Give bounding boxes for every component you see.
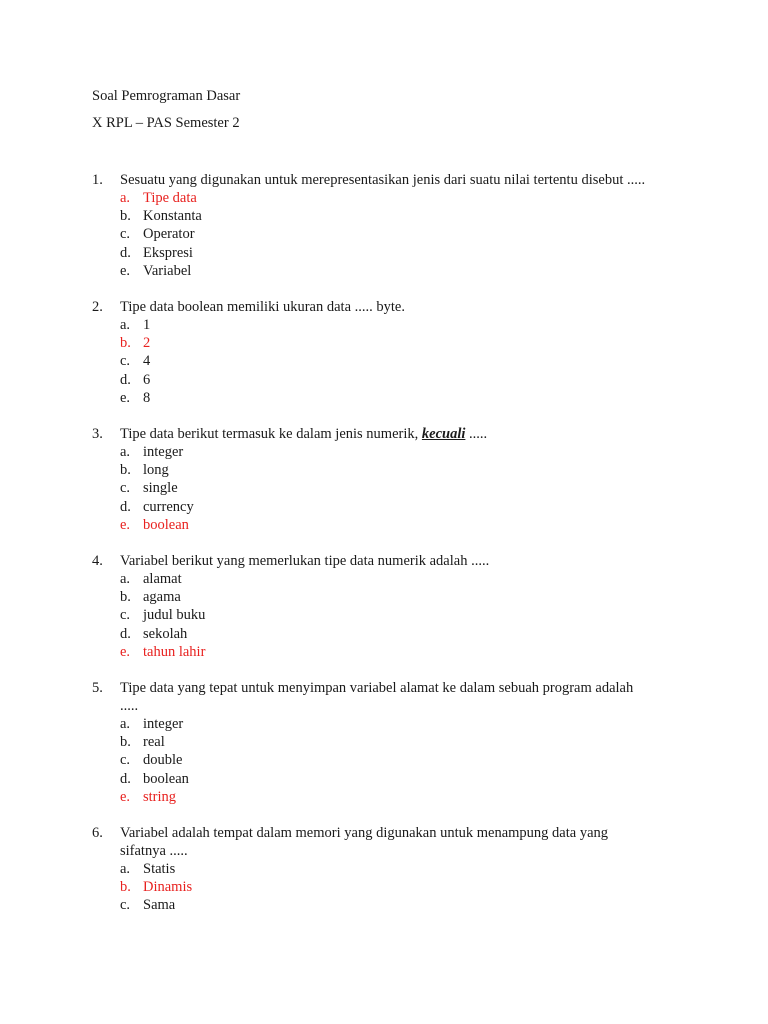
answer-option [120,860,652,878]
question-text-main: Variabel adalah tempat dalam memori yang digunakan untuk menampung data yang sifatnya ..... [120,825,609,860]
question-text-main: Tipe data boolean memiliki ukuran data ..... byte. [120,299,405,316]
question-text-main: Tipe data yang tepat untuk menyimpan variabel alamat ke dalam sebuah program adalah ..... [120,680,634,715]
answer-option [120,461,652,479]
option-letter: e. [120,389,131,406]
question-stem [92,171,652,189]
option-letter: d. [120,625,131,642]
option-letter: e. [120,643,131,660]
option-list [92,443,652,534]
option-letter: c. [120,353,131,370]
answer-option-correct [120,878,652,896]
question-stem [92,425,652,443]
option-letter: c. [120,897,131,914]
option-list [92,860,652,915]
option-letter: b. [120,589,131,606]
option-text: sekolah [143,625,188,642]
option-text: double [143,752,183,769]
option-letter: a. [120,317,131,334]
question-stem [92,824,652,860]
answer-option [120,751,652,769]
question-item [92,552,652,661]
option-text: Dinamis [143,879,193,896]
document-subtitle: X RPL – PAS Semester 2 [92,115,240,131]
option-text: agama [143,589,181,606]
option-letter: b. [120,879,131,896]
question-item [92,679,652,806]
option-text: boolean [143,516,189,533]
question-item [92,425,652,534]
answer-option-correct [120,189,652,207]
answer-option [120,352,652,370]
question-item [92,171,652,280]
question-stem [92,679,652,715]
answer-option [120,389,652,407]
answer-option [120,225,652,243]
option-letter: a. [120,861,131,878]
option-letter: a. [120,444,131,461]
option-text: 6 [143,371,151,388]
answer-option [120,207,652,225]
option-text: 8 [143,389,151,406]
option-letter: b. [120,734,131,751]
option-text: Ekspresi [143,244,193,261]
option-letter: c. [120,607,131,624]
answer-option [120,570,652,588]
answer-option-correct [120,643,652,661]
option-letter: d. [120,371,131,388]
option-letter: b. [120,208,131,225]
answer-option [120,715,652,733]
option-letter: c. [120,226,131,243]
option-letter: e. [120,516,131,533]
option-letter: d. [120,244,131,261]
answer-option [120,733,652,751]
question-emphasis: kecuali [421,426,466,443]
option-list [92,570,652,661]
option-text: Operator [143,226,195,243]
question-text [120,171,652,189]
option-text: 4 [143,353,151,370]
option-letter: c. [120,480,131,497]
option-text: Tipe data [143,190,197,206]
option-letter: b. [120,462,131,479]
question-number: 6. [92,825,103,842]
option-list [92,189,652,280]
answer-option [120,588,652,606]
option-text: currency [143,498,194,515]
question-number: 4. [92,553,103,570]
answer-option [120,262,652,280]
answer-option [120,316,652,334]
question-list [92,171,652,933]
question-number: 1. [92,172,103,188]
option-text: real [143,734,165,751]
question-text [120,298,652,316]
question-number: 2. [92,299,103,316]
question-text-main: Variabel berikut yang memerlukan tipe data numerik adalah ..... [120,553,490,570]
document-title: Soal Pemrograman Dasar [92,88,241,104]
option-letter: a. [120,190,131,206]
option-text: Konstanta [143,208,202,225]
answer-option [120,625,652,643]
option-letter: b. [120,335,131,352]
answer-option [120,371,652,389]
question-item [92,298,652,407]
option-letter: d. [120,498,131,515]
option-letter: a. [120,716,131,733]
question-text [120,824,652,860]
option-list [92,715,652,806]
question-text [120,552,652,570]
option-text: Variabel [143,262,192,279]
answer-option [120,498,652,516]
answer-option [120,443,652,461]
option-letter: a. [120,571,131,588]
question-text-main: Tipe data berikut termasuk ke dalam jenis numerik, [120,426,422,443]
answer-option-correct [120,516,652,534]
answer-option [120,606,652,624]
option-text: integer [143,716,184,733]
option-letter: e. [120,262,131,279]
option-text: single [143,480,178,497]
option-text: 1 [143,317,151,334]
option-list [92,316,652,407]
option-text: Statis [143,861,176,878]
answer-option [120,896,652,914]
option-text: Sama [143,897,176,914]
question-text-main: Sesuatu yang digunakan untuk merepresentasikan jenis dari suatu nilai tertentu disebut ..... [120,172,646,188]
question-item [92,824,652,915]
option-letter: d. [120,770,131,787]
question-text [120,679,652,715]
option-letter: e. [120,788,131,805]
option-letter: c. [120,752,131,769]
option-text: judul buku [143,607,206,624]
option-text: alamat [143,571,182,588]
question-number: 5. [92,680,103,697]
question-number: 3. [92,426,103,443]
answer-option [120,479,652,497]
answer-option-correct [120,788,652,806]
option-text: integer [143,444,184,461]
answer-option [120,244,652,262]
question-text-tail: ..... [465,426,488,443]
question-text [120,425,652,443]
option-text: 2 [143,335,151,352]
question-stem [92,552,652,570]
question-stem [92,298,652,316]
option-text: boolean [143,770,189,787]
option-text: long [143,462,169,479]
answer-option [120,770,652,788]
answer-option-correct [120,334,652,352]
option-text: tahun lahir [143,643,206,660]
option-text: string [143,788,177,805]
